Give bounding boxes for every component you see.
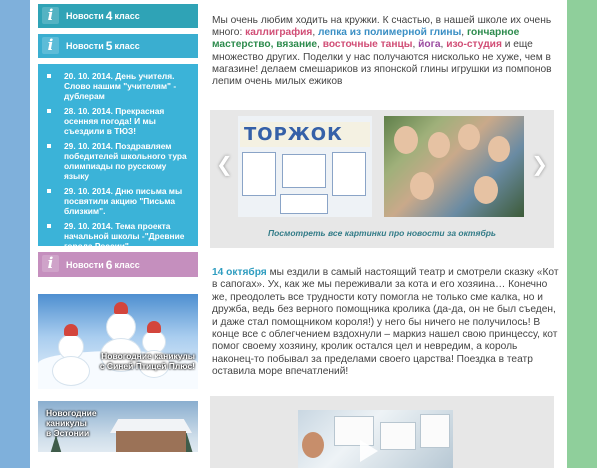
news-item[interactable]: 29. 10. 2014. Поздравляем победителей школьного тура олимпиады по русскому языку <box>44 141 192 181</box>
news-item[interactable]: 29. 10. 2014. Тема проекта начальной школы -"Древние города России" <box>44 221 192 251</box>
bullet-icon <box>47 189 51 193</box>
promo-caption: Новогодние каникулы в Эстонии <box>46 408 97 438</box>
drawing-card <box>280 194 328 214</box>
promo-banner-new-year-estonia[interactable] <box>38 401 198 468</box>
theater-story-paragraph: 14 октября мы ездили в самый настоящий театр и смотрели сказку «Кот в сапогах». Ух, как же мы переживали за кота и его хозяина… Конечно же, преодолеть все трудности коту помогла не только сме калка, но и дружба, ведь без верного помощника кролика (да-да, он не был съеден, и даже стал помощником короля!) у него бы ничего не получилось! В конце все с облегчением вздохнули – маркиз нашел свою принцессу, кот помог своему хозяину, кролик остался цел и невредим, а король наконец-то побывал за пределами своего царства! Поездка в театр оставила море впечатлений! <box>212 267 559 378</box>
paper-sheet <box>380 422 416 450</box>
bullet-icon <box>47 224 51 228</box>
video-box <box>210 396 554 468</box>
category-news-grade-6[interactable]: i Новости 6 класс <box>38 252 198 277</box>
gallery-photo-children[interactable] <box>384 116 524 217</box>
chevron-left-icon[interactable]: ❮ <box>216 154 233 176</box>
intro-paragraph: Мы очень любим ходить на кружки. К счастью, в нашей школе их очень много: каллиграфия, лепка из полимерной глины, гончарное мастерство, вязание, восточные танцы, йога, изо-студия и еще множество других. Поделки у нас получаются нисколько не хуже, чем в магазине! делаем смешариков из японской глины игрушки из помпонов лепим очень милых ежиков <box>212 15 552 88</box>
child-face <box>302 432 324 458</box>
gallery-all-pictures-link[interactable]: Посмотреть все картинки про новости за октябрь <box>268 228 496 238</box>
paper-sheet <box>420 414 450 448</box>
drawing-card <box>332 152 366 196</box>
info-icon: i <box>42 255 59 272</box>
bullet-icon <box>47 74 51 78</box>
news-item[interactable]: 20. 10. 2014. День учителя. Слово нашим "учителям" - дублерам <box>44 71 192 101</box>
news-item[interactable]: 29. 10. 2014. Дню письма мы посвятили акцию "Письма близким". <box>44 186 192 216</box>
child-face <box>394 126 418 154</box>
child-face <box>458 124 480 150</box>
snowman-body <box>52 356 90 386</box>
play-icon[interactable] <box>360 440 378 462</box>
snowman-hat <box>64 324 78 336</box>
snowman-hat <box>147 321 161 333</box>
drawing-card <box>282 154 326 188</box>
promo-caption: Новогодние каникулы с Синей Птицей Плюс! <box>99 351 195 371</box>
gallery-photo-torzhok[interactable] <box>238 116 372 217</box>
promo-banner-new-year-blue-bird[interactable] <box>38 294 198 389</box>
child-face <box>428 132 450 158</box>
snow-ground <box>38 452 198 468</box>
snowman-hat <box>114 302 128 314</box>
info-icon: i <box>42 7 59 24</box>
video-thumbnail[interactable] <box>298 410 453 468</box>
chevron-right-icon[interactable]: ❯ <box>531 154 548 176</box>
child-face <box>474 176 498 204</box>
info-icon: i <box>42 37 59 54</box>
photo-gallery-slider <box>210 110 554 248</box>
news-list-grade-5 <box>38 64 198 251</box>
left-decor-strip <box>0 0 30 468</box>
category-news-grade-4[interactable]: i Новости 4 класс <box>38 4 198 28</box>
category-news-grade-5[interactable]: i Новости 5 класс <box>38 34 198 58</box>
bullet-icon <box>47 109 51 113</box>
torzhok-sign: ТОРЖОК <box>240 122 370 147</box>
right-decor-strip <box>567 0 597 468</box>
story-date: 14 октября <box>212 267 267 278</box>
bullet-icon <box>47 144 51 148</box>
child-face <box>488 136 510 162</box>
child-face <box>410 172 434 200</box>
coat-of-arms-card <box>242 152 276 196</box>
news-item[interactable]: 28. 10. 2014. Прекрасная осенняя погода! И мы съездили в ТЮЗ! <box>44 106 192 136</box>
